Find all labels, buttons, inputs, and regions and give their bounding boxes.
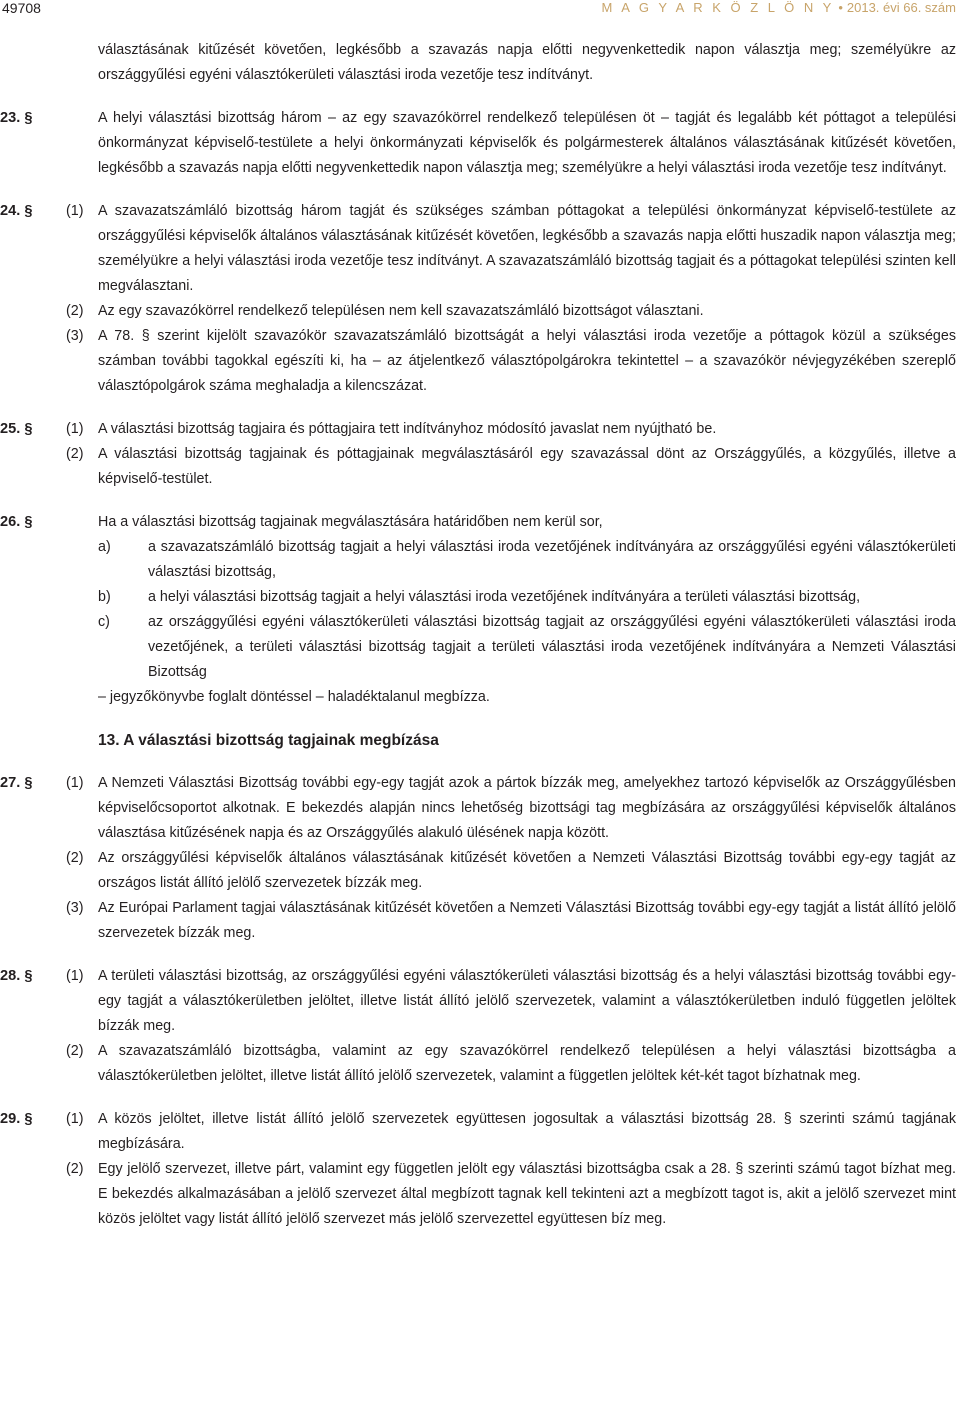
list-label: a): [98, 539, 111, 555]
paragraph-2: [0, 299, 960, 324]
paragraph-text: A 78. § szerint kijelölt szavazókör szavazatszámláló bizottságát a helyi választási iroda vezetője a póttagok közül a szükséges számban további tagokkal egészíti ki, ha – az átjelentkező választópolgárokra tekintettel – a szavazókör névjegyzékében szereplő választópolgárok száma meghaladja a kilencszázat.: [98, 328, 956, 394]
paragraph-1: [0, 771, 960, 846]
issue-label: 2013. évi 66. szám: [846, 0, 956, 15]
paragraph-text: A közös jelöltet, illetve listát állító jelölő szervezetek együttesen jogosultak a választási bizottság 28. § szerinti számú tagjának megbízására.: [98, 1111, 956, 1152]
paragraph-2: [0, 1039, 960, 1089]
continued-paragraph: [0, 38, 960, 88]
paragraph-text: A Nemzeti Választási Bizottság további egy-egy tagját azok a pártok bízzák meg, amelyekhez tartozó képviselők az Országgyűlésben képviselőcsoportot alkotnak. E bekezdés alapján nincs lehetőség bizottsági tag megbízására az országgyűlési képviselők általános választása kitűzésének napja és az Országgyűlés alakuló ülésének napja között.: [98, 775, 956, 841]
paragraph-text: Az Európai Parlament tagjai választásának kitűzését követően a Nemzeti Választási Bizottság további egy-egy tagját a listát állító jelölő szervezetek bízzák meg.: [98, 900, 956, 941]
section-26: [0, 510, 960, 710]
paragraph-text: Az országgyűlési képviselők általános választásának kitűzését követően a Nemzeti Választási Bizottság további egy-egy tagját az országos listát állító jelölő szervezetek bízzák meg.: [98, 850, 956, 891]
paragraph-number: (1): [66, 421, 84, 437]
page-header: [0, 0, 960, 20]
paragraph-3: [0, 896, 960, 946]
paragraph-text: A választási bizottság tagjainak és póttagjainak megválasztásáról egy szavazással dönt az Országgyűlés, a közgyűlés, illetve a képviselő-testület.: [98, 446, 956, 487]
section-number: 24. §: [0, 203, 33, 219]
section-number: 28. §: [0, 968, 33, 984]
paragraph-number: (2): [66, 1161, 84, 1177]
paragraph-1: [0, 199, 960, 299]
paragraph-text: Az egy szavazókörrel rendelkező településen nem kell szavazatszámláló bizottságot választani.: [98, 303, 704, 319]
paragraph-2: [0, 1157, 960, 1232]
list-text: az országgyűlési egyéni választókerületi választási bizottság tagjait az országgyűlési egyéni választókerületi választási iroda vezetőjének, a területi választási bizottság tagjait a területi választási iroda vezetőjének indítványára a Nemzeti Választási Bizottság: [148, 614, 956, 680]
paragraph-text: A szavazatszámláló bizottságba, valamint az egy szavazókörrel rendelkező településen a helyi választási bizottságba a választókerületben jelöltet, illetve listát állító jelölő szervezetek, valamint a független jelöltek két-két tagot bízhatnak meg.: [98, 1043, 956, 1084]
page-number: 49708: [2, 0, 41, 16]
paragraph-text: A választási bizottság tagjaira és póttagjaira tett indítványhoz módosító javaslat nem nyújtható be.: [98, 421, 717, 437]
section-25: [0, 417, 960, 492]
section-29: [0, 1107, 960, 1232]
section-intro: Ha a választási bizottság tagjainak megválasztására határidőben nem kerül sor,: [98, 514, 603, 530]
section-text: A helyi választási bizottság három – az egy szavazókörrel rendelkező településen öt – tagját és legalább két póttagot a települési önkormányzat képviselő-testülete a helyi önkormányzati képviselők és polgármesterek általános választásának kitűzését követően, legkésőbb a szavazás napja előtti negyvenkettedik napon választja meg; személyükre a helyi választási iroda vezetője tesz indítványt.: [98, 110, 956, 176]
chapter-heading: 13. A választási bizottság tagjainak megbízása: [98, 732, 439, 749]
paragraph-text: A területi választási bizottság, az országgyűlési egyéni választókerületi választási bizottság és a helyi választási bizottság további egy-egy tagját a választókerületben jelöltet, illetve listát állító jelölő szervezetek, valamint a választókerületben induló független jelöltek bízzák meg.: [98, 968, 956, 1034]
paragraph-number: (1): [66, 203, 84, 219]
paragraph-number: (2): [66, 303, 84, 319]
paragraph-number: (1): [66, 968, 84, 984]
paragraph-1: [0, 1107, 960, 1157]
list-item-c: [0, 610, 960, 685]
section-28: [0, 964, 960, 1089]
list-text: a helyi választási bizottság tagjait a helyi választási iroda vezetőjének indítványára a területi választási bizottság,: [148, 589, 861, 605]
paragraph-text: A szavazatszámláló bizottság három tagját és szükséges számban póttagokat a települési önkormányzat képviselő-testülete az országgyűlési képviselők általános választásának kitűzését követően, legkésőbb a szavazás napja előtti huszadik napon választja meg; személyükre a helyi választási iroda vezetője tesz indítványt. A szavazatszámláló bizottság tagjait és a póttagokat települési szinten kell megválasztani.: [98, 203, 956, 294]
list-label: c): [98, 614, 110, 630]
paragraph-number: (1): [66, 775, 84, 791]
section-number: 27. §: [0, 775, 33, 791]
paragraph-number: (2): [66, 1043, 84, 1059]
list-item-a: [0, 535, 960, 585]
paragraph-text: választásának kitűzését követően, legkésőbb a szavazás napja előtti negyvenkettedik napon választja meg; személyükre az országgyűlési egyéni választókerületi választási iroda vezetője tesz indítványt.: [98, 42, 956, 83]
list-text: a szavazatszámláló bizottság tagjait a helyi választási iroda vezetőjének indítványára az országgyűlési egyéni választókerületi választási bizottság,: [148, 539, 956, 580]
section-number: 29. §: [0, 1111, 33, 1127]
closing-clause: – jegyzőkönyvbe foglalt döntéssel – haladéktalanul megbízza.: [98, 689, 490, 705]
section-number: 25. §: [0, 421, 33, 437]
paragraph-number: (2): [66, 446, 84, 462]
list-label: b): [98, 589, 111, 605]
section-23: [0, 106, 960, 181]
section-27: [0, 771, 960, 946]
journal-title: M A G Y A R K Ö Z L Ö N Y: [601, 0, 835, 15]
section-number: 23. §: [0, 110, 33, 126]
paragraph-1: [0, 964, 960, 1039]
paragraph-number: (2): [66, 850, 84, 866]
document-body: [0, 38, 960, 1232]
journal-header: [602, 0, 956, 15]
bullet-separator: •: [838, 0, 843, 15]
paragraph-2: [0, 442, 960, 492]
paragraph-number: (3): [66, 328, 84, 344]
paragraph-1: [0, 417, 960, 442]
paragraph-text: Egy jelölő szervezet, illetve párt, valamint egy független jelölt egy választási bizottságba csak a 28. § szerinti számú tagot bízhat meg. E bekezdés alkalmazásában a jelölő szervezet által megbízott tagnak kell tekinteni azt a megbízott tagot is, akit a jelölő szervezet mint közös jelöltet vagy listát állító jelölő szervezet más jelölő szervezettel együttesen bíz meg.: [98, 1161, 956, 1227]
section-number: 26. §: [0, 514, 33, 530]
paragraph-2: [0, 846, 960, 896]
paragraph-number: (1): [66, 1111, 84, 1127]
paragraph-number: (3): [66, 900, 84, 916]
paragraph-3: [0, 324, 960, 399]
list-item-b: [0, 585, 960, 610]
section-24: [0, 199, 960, 399]
